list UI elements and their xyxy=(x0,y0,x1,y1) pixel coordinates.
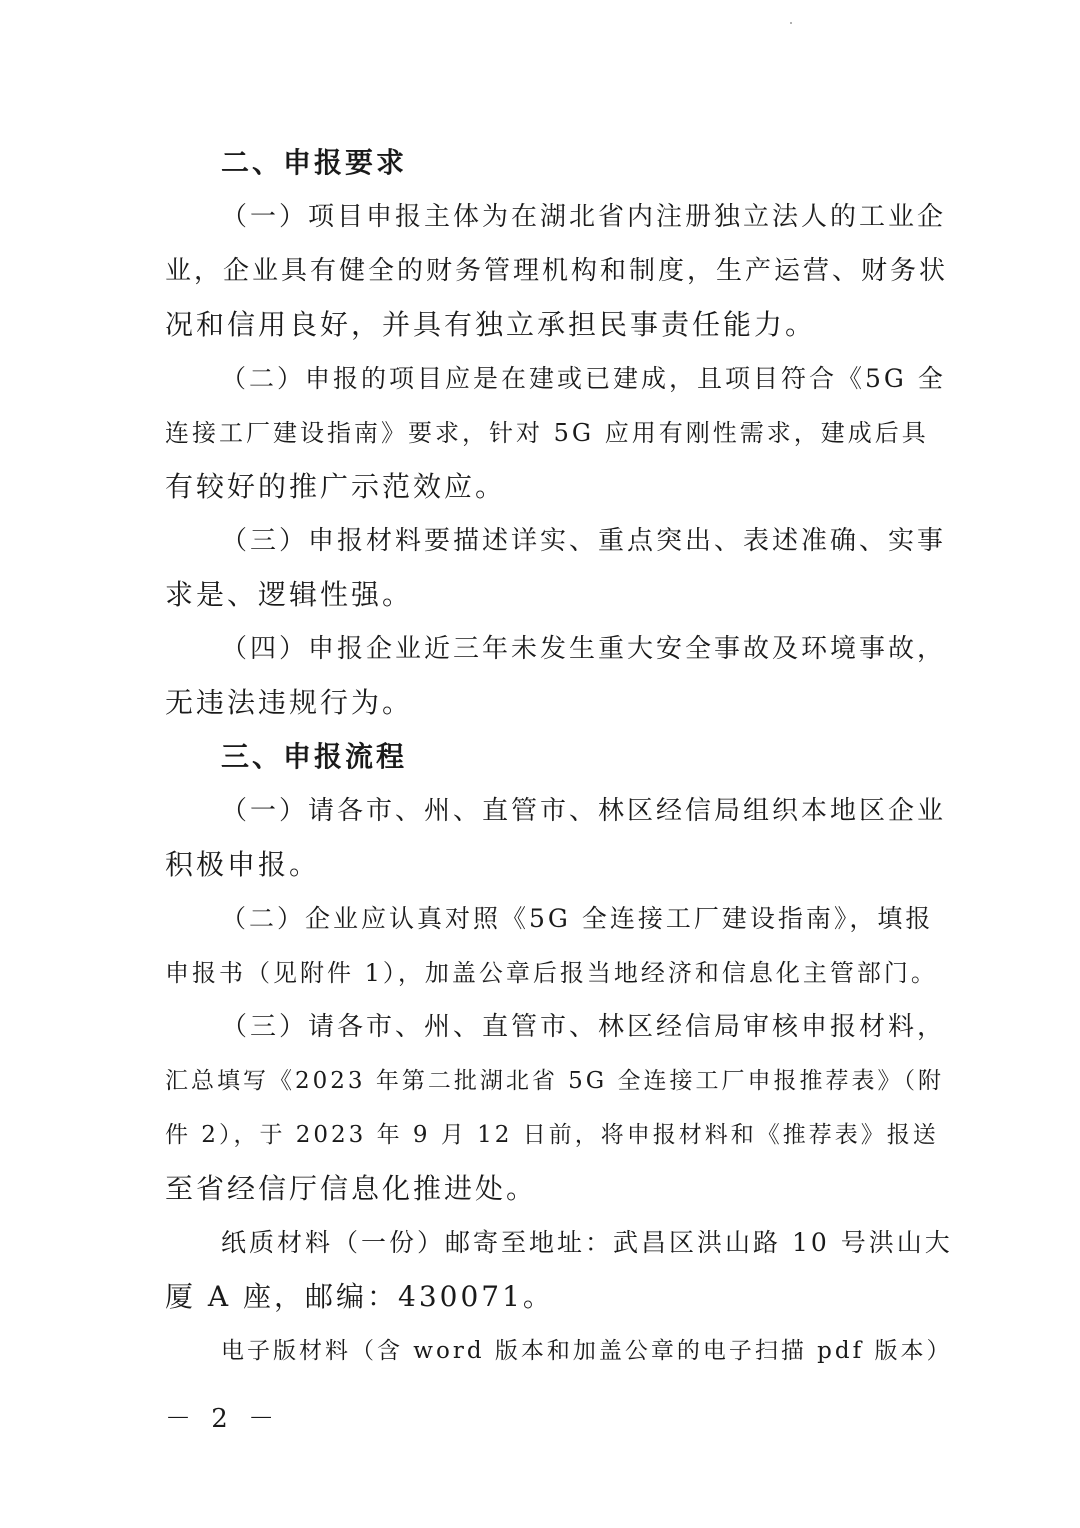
paragraph-line: 业，企业具有健全的财务管理机构和制度，生产运营、财务状 xyxy=(165,256,949,286)
scan-speck xyxy=(790,22,792,24)
paragraph-line: 厦 A 座，邮编：430071。 xyxy=(165,1280,554,1313)
section-heading-process: 三、申报流程 xyxy=(221,740,408,773)
section-heading-requirements: 二、申报要求 xyxy=(221,146,408,179)
paragraph-line: （一）项目申报主体为在湖北省内注册独立法人的工业企 xyxy=(221,202,947,232)
paragraph-line: （三）请各市、州、直管市、林区经信局审核申报材料， xyxy=(221,1012,947,1042)
paragraph-line: 无违法违规行为。 xyxy=(165,686,414,719)
paragraph-line: （二）企业应认真对照《5G 全连接工厂建设指南》，填报 xyxy=(221,904,934,933)
paragraph-line: （一）请各市、州、直管市、林区经信局组织本地区企业 xyxy=(221,796,947,826)
document-body xyxy=(165,136,955,1378)
paragraph-line: 汇总填写《2023 年第二批湖北省 5G 全连接工厂申报推荐表》（附 xyxy=(165,1068,944,1094)
page-number: － 2 － xyxy=(165,1404,281,1434)
paragraph-line: 纸质材料（一份）邮寄至地址：武昌区洪山路 10 号洪山大 xyxy=(221,1228,953,1257)
paragraph-line: 有较好的推广示范效应。 xyxy=(165,470,507,503)
paragraph-line: （二）申报的项目应是在建或已建成，且项目符合《5G 全 xyxy=(221,364,946,393)
paragraph-line: 至省经信厅信息化推进处。 xyxy=(165,1172,538,1205)
paragraph-line: 申报书（见附件 1），加盖公章后报当地经济和信息化主管部门。 xyxy=(165,959,938,987)
paragraph-line: 连接工厂建设指南》要求，针对 5G 应用有刚性需求，建成后具 xyxy=(165,419,929,447)
paragraph-line: 求是、逻辑性强。 xyxy=(165,578,414,611)
paragraph-line: （三）申报材料要描述详实、重点突出、表述准确、实事 xyxy=(221,526,947,556)
paragraph-line: （四）申报企业近三年未发生重大安全事故及环境事故， xyxy=(221,634,947,664)
paragraph-line: 电子版材料（含 word 版本和加盖公章的电子扫描 pdf 版本） xyxy=(221,1338,953,1364)
paragraph-line: 积极申报。 xyxy=(165,848,321,881)
paragraph-line: 件 2），于 2023 年 9 月 12 日前，将申报材料和《推荐表》报送 xyxy=(165,1122,939,1148)
paragraph-line: 况和信用良好，并具有独立承担民事责任能力。 xyxy=(165,308,817,341)
